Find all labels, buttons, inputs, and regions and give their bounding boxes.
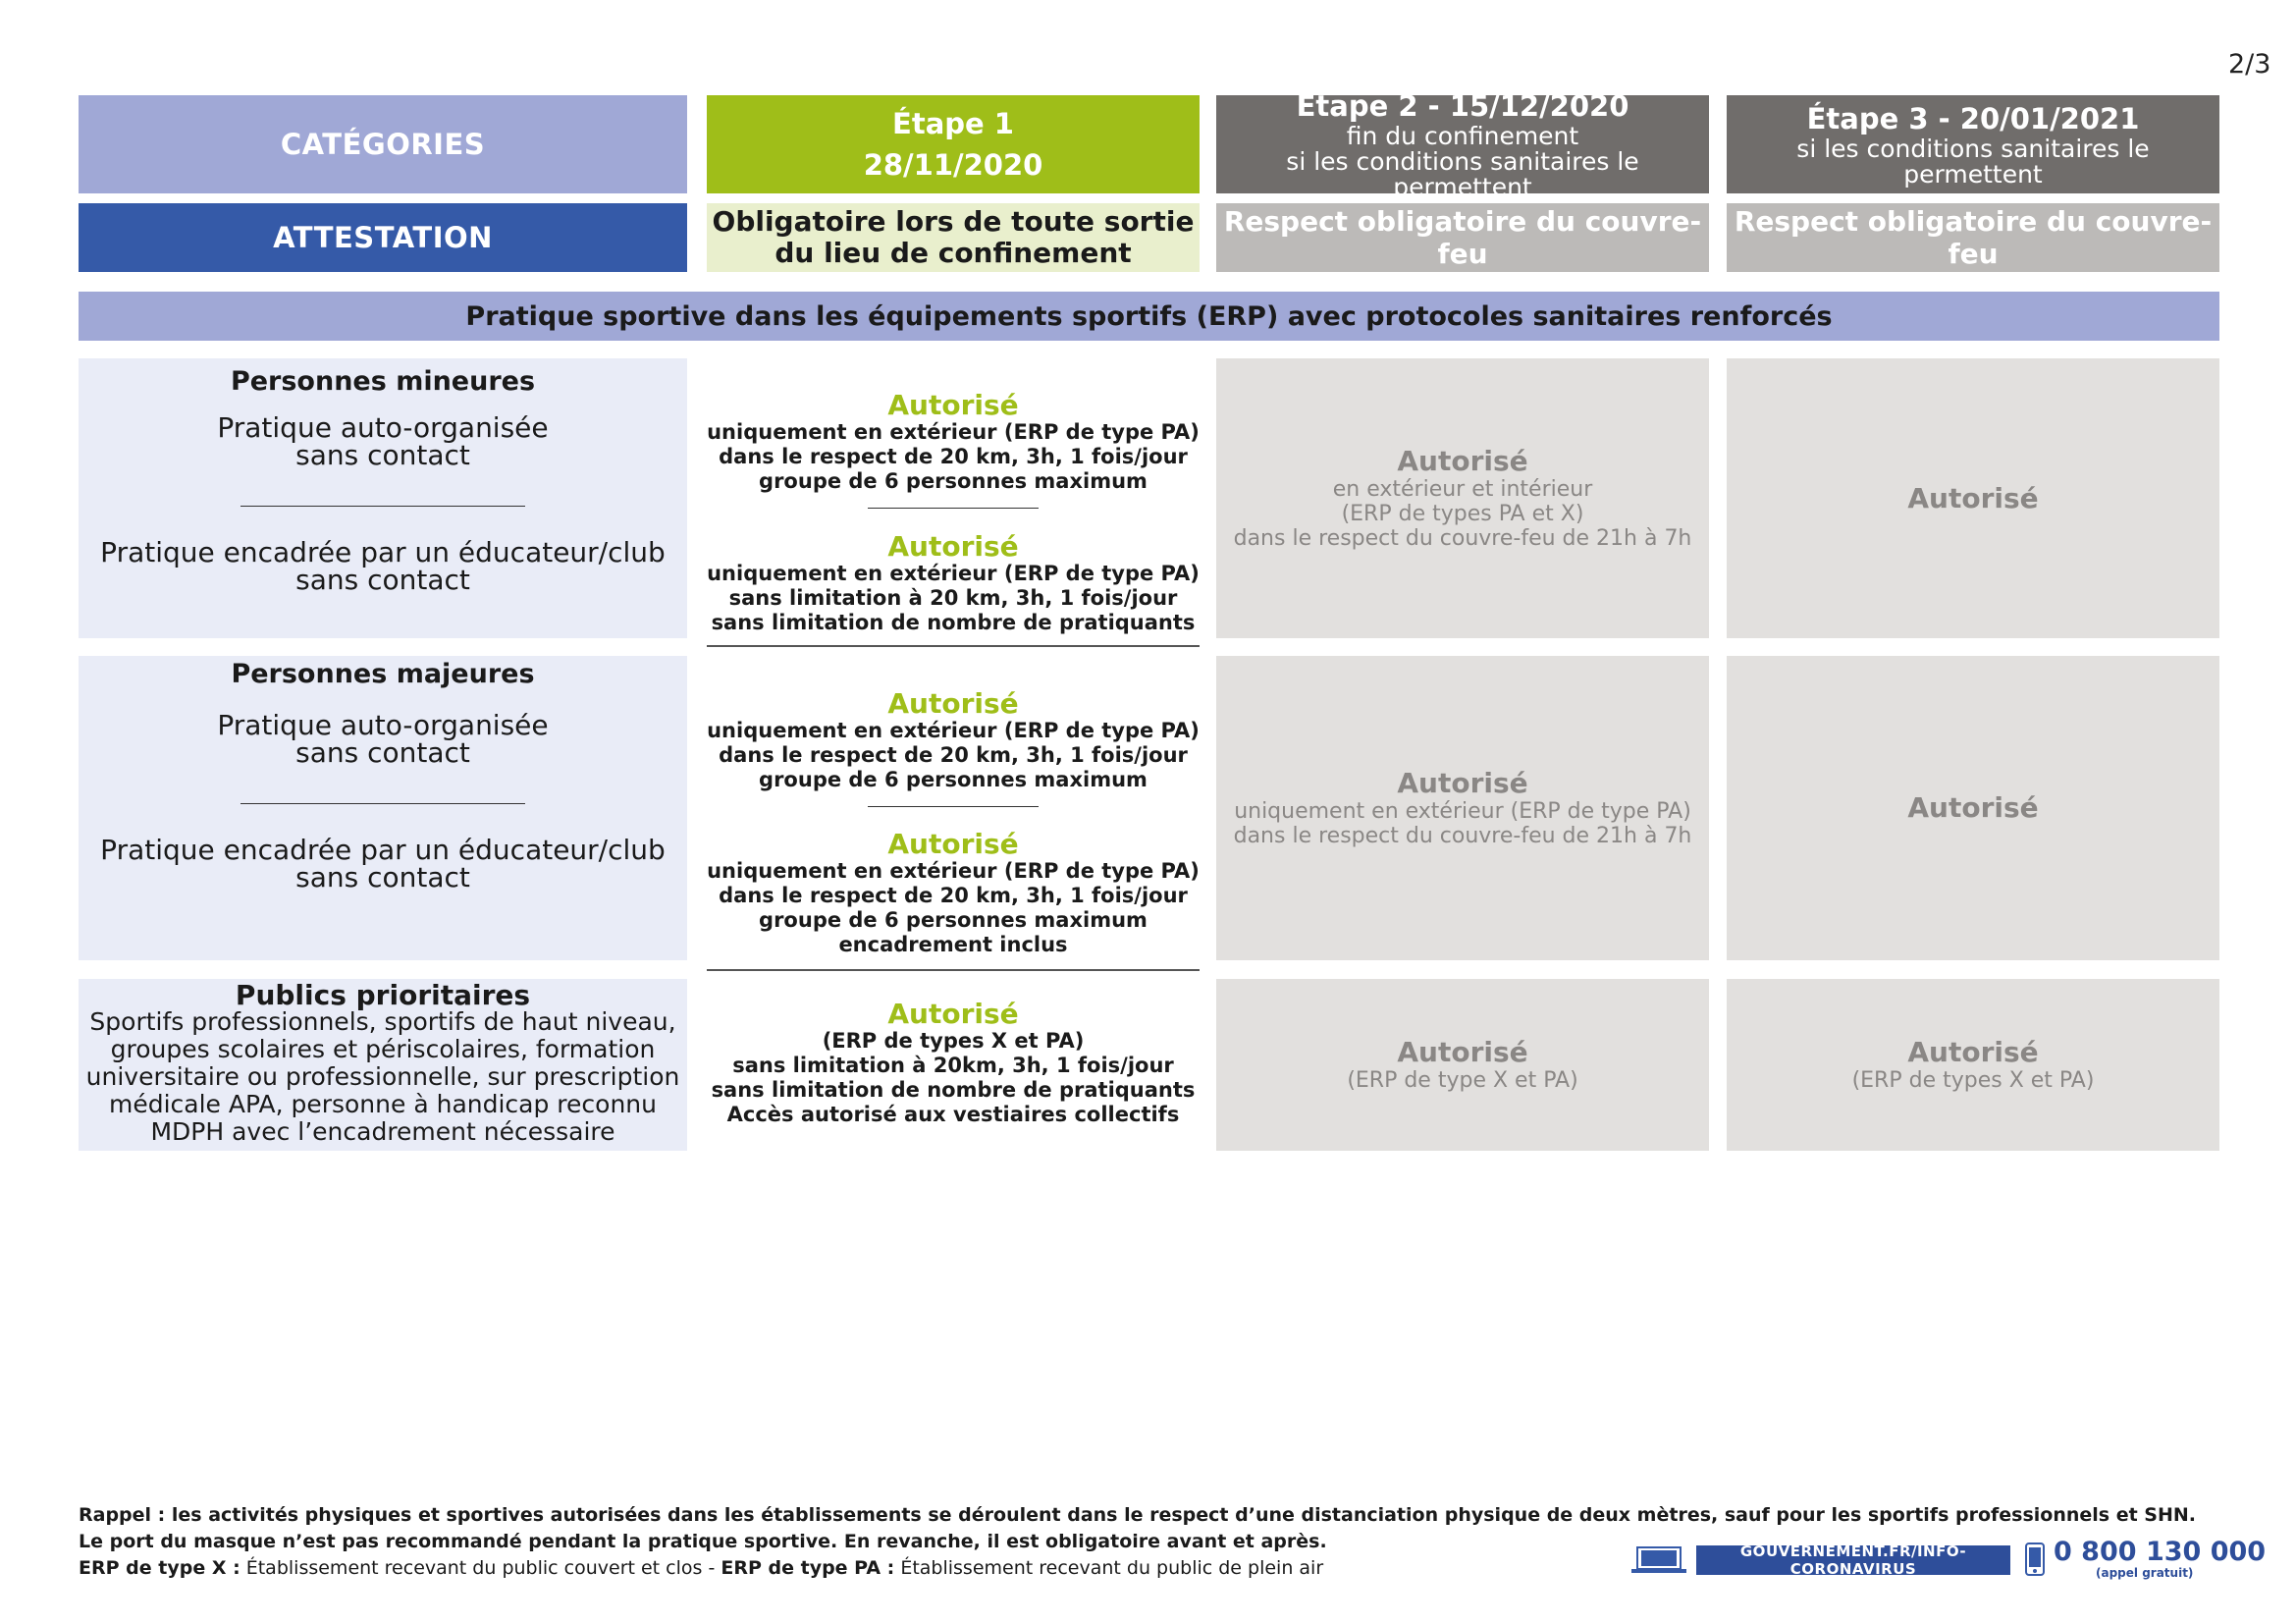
- attestation-etape2: [1216, 203, 1709, 272]
- category-item-line: Pratique auto-organisée: [217, 709, 549, 741]
- etape3-title: Étape 3 - 20/01/2021: [1806, 102, 2140, 135]
- rule-status: Autorisé: [1397, 1036, 1528, 1068]
- category-item-auto: [79, 411, 687, 471]
- etape2-cell-prioritaires: [1216, 979, 1709, 1151]
- category-desc-line: médicale APA, personne à handicap reconnu: [109, 1090, 657, 1118]
- rule-line: uniquement en extérieur (ERP de type PA): [707, 719, 1200, 742]
- rule-line: encadrement inclus: [838, 933, 1068, 956]
- category-cell-majeurs: [79, 656, 687, 960]
- attestation-etape1-line1: Obligatoire lors de toute sortie: [712, 205, 1195, 238]
- category-item-line: sans contact: [295, 564, 470, 596]
- header-etape1: [707, 95, 1200, 193]
- rule-line: uniquement en extérieur (ERP de type PA): [1234, 799, 1691, 824]
- category-title: Personnes mineures: [230, 366, 536, 397]
- attestation-etape3: [1727, 203, 2219, 272]
- category-description: [79, 1008, 687, 1146]
- attestation-label-text: ATTESTATION: [273, 221, 493, 254]
- etape1-rule-mineurs-auto: [707, 391, 1200, 494]
- rule-divider: [868, 806, 1039, 807]
- gov-info-link-text: GOUVERNEMENT.FR/INFO-CORONAVIRUS: [1739, 1543, 1967, 1578]
- footer-note-bold: ERP de type X :: [79, 1557, 240, 1579]
- rule-line: sans limitation de nombre de pratiquants: [711, 1078, 1196, 1102]
- footer-note-text: Établissement recevant du public de plein air: [894, 1557, 1324, 1579]
- footer-note-bold: ERP de type PA :: [721, 1557, 895, 1579]
- section-banner: [79, 292, 2219, 341]
- category-divider: [240, 803, 525, 804]
- category-divider: [240, 506, 525, 507]
- category-item-line: Pratique encadrée par un éducateur/club: [100, 536, 666, 568]
- etape2-cell-mineurs: [1216, 358, 1709, 638]
- etape1-rule-majeurs-encadree: [707, 830, 1200, 957]
- rule-status: Autorisé: [1397, 767, 1528, 799]
- footer-note-rappel: [79, 1502, 2197, 1529]
- rule-line: sans limitation à 20 km, 3h, 1 fois/jour: [728, 586, 1178, 610]
- phone-icon: [2024, 1542, 2046, 1577]
- category-item-auto: [79, 709, 687, 769]
- attestation-etape3-text: Respect obligatoire du couvre-feu: [1734, 205, 2213, 270]
- etape1-rule-mineurs-encadree: [707, 532, 1200, 635]
- category-item-encadree: [79, 834, 687, 893]
- footer-note-text: les activités physiques et sportives autorisées dans les établissements se déroulent dans le respect d’une distanciation physique de deux mètres, sauf pour les sportifs professionnels et SHN.: [165, 1504, 2197, 1526]
- category-desc-line: MDPH avec l’encadrement nécessaire: [150, 1117, 615, 1146]
- rule-line: dans le respect de 20 km, 3h, 1 fois/jour: [719, 445, 1188, 468]
- phone-note: (appel gratuit): [2096, 1566, 2194, 1580]
- rule-line: groupe de 6 personnes maximum: [759, 908, 1148, 932]
- rule-status: Autorisé: [1907, 481, 2039, 514]
- rule-line: dans le respect de 20 km, 3h, 1 fois/jour: [719, 743, 1188, 767]
- section-banner-text: Pratique sportive dans les équipements sportifs (ERP) avec protocoles sanitaires renforcés: [465, 300, 1833, 332]
- rule-line: (ERP de types X et PA): [1851, 1068, 2095, 1093]
- attestation-etape1-line2: du lieu de confinement: [774, 237, 1132, 269]
- rule-status: Autorisé: [887, 687, 1019, 720]
- etape2-sub2: si les conditions sanitaires le permettent: [1286, 147, 1639, 201]
- header-etape2: [1216, 89, 1709, 201]
- etape1-date: 28/11/2020: [863, 148, 1043, 182]
- category-item-line: Pratique auto-organisée: [217, 411, 549, 444]
- category-item-encadree: [79, 536, 687, 596]
- gov-info-link[interactable]: [1696, 1543, 2010, 1578]
- rule-status: Autorisé: [1397, 445, 1528, 477]
- category-desc-line: groupes scolaires et périscolaires, formation: [110, 1035, 656, 1063]
- header-categories: [79, 95, 687, 193]
- attestation-etape1: [707, 203, 1200, 272]
- attestation-label: [79, 203, 687, 272]
- etape3-cell-mineurs: [1727, 358, 2219, 638]
- rule-status: Autorisé: [887, 530, 1019, 563]
- footer-note-masque: [79, 1529, 1669, 1555]
- rule-line: en extérieur et intérieur: [1332, 477, 1593, 502]
- category-title: Publics prioritaires: [235, 979, 531, 1011]
- rule-line: (ERP de types X et PA): [822, 1029, 1085, 1053]
- category-item-line: sans contact: [295, 439, 470, 471]
- category-cell-prioritaires: [79, 979, 687, 1151]
- rule-status: Autorisé: [1907, 791, 2039, 824]
- category-desc-line: universitaire ou professionnelle, sur prescription: [85, 1062, 680, 1091]
- rule-line: sans limitation à 20km, 3h, 1 fois/jour: [732, 1054, 1174, 1077]
- etape2-title: Étape 2 - 15/12/2020: [1296, 89, 1629, 123]
- category-cell-mineurs: [79, 358, 687, 638]
- attestation-etape2-text: Respect obligatoire du couvre-feu: [1223, 205, 1702, 270]
- rule-status: Autorisé: [1907, 1036, 2039, 1068]
- header-etape3: [1727, 95, 2219, 193]
- rule-line: uniquement en extérieur (ERP de type PA): [707, 420, 1200, 444]
- category-desc-line: Sportifs professionnels, sportifs de haut niveau,: [89, 1007, 676, 1036]
- etape1-rule-prioritaires: [707, 1000, 1200, 1127]
- etape3-cell-prioritaires: [1727, 979, 2219, 1151]
- rule-divider: [868, 508, 1039, 509]
- rule-status: Autorisé: [887, 389, 1019, 421]
- header-categories-label: CATÉGORIES: [280, 128, 486, 161]
- row-bottom-rule: [707, 645, 1200, 647]
- etape1-title: Étape 1: [892, 107, 1014, 140]
- rule-line: sans limitation de nombre de pratiquants: [711, 611, 1196, 634]
- rule-line: (ERP de types PA et X): [1341, 502, 1584, 526]
- rule-status: Autorisé: [887, 998, 1019, 1030]
- etape2-cell-majeurs: [1216, 656, 1709, 960]
- row-bottom-rule: [707, 969, 1200, 971]
- footer-note-text: Établissement recevant du public couvert et clos -: [240, 1557, 721, 1579]
- rule-line: (ERP de type X et PA): [1347, 1068, 1578, 1093]
- page-number: 2/3: [2228, 49, 2271, 80]
- category-title: Personnes majeures: [231, 659, 535, 689]
- rule-line: uniquement en extérieur (ERP de type PA): [707, 859, 1200, 883]
- category-item-line: sans contact: [295, 736, 470, 769]
- rule-line: Accès autorisé aux vestiaires collectifs: [726, 1103, 1180, 1126]
- rule-line: dans le respect de 20 km, 3h, 1 fois/jour: [719, 884, 1188, 907]
- footer-note-bold: Rappel :: [79, 1504, 166, 1526]
- footer-note-erp: [79, 1555, 1669, 1582]
- rule-line: groupe de 6 personnes maximum: [759, 768, 1148, 791]
- etape2-sub1: fin du confinement: [1346, 122, 1579, 150]
- category-item-line: Pratique encadrée par un éducateur/club: [100, 834, 666, 866]
- rule-line: groupe de 6 personnes maximum: [759, 469, 1148, 493]
- category-item-line: sans contact: [295, 861, 470, 893]
- etape1-rule-majeurs-auto: [707, 689, 1200, 792]
- rule-line: dans le respect du couvre-feu de 21h à 7h: [1233, 824, 1692, 848]
- footer-note-text: Le port du masque n’est pas recommandé pendant la pratique sportive. En revanche, il est obligatoire avant et après.: [79, 1531, 1327, 1552]
- rule-line: dans le respect du couvre-feu de 21h à 7h: [1233, 526, 1692, 551]
- rule-line: uniquement en extérieur (ERP de type PA): [707, 562, 1200, 585]
- etape3-sub1: si les conditions sanitaires le permettent: [1796, 135, 2150, 189]
- etape3-cell-majeurs: [1727, 656, 2219, 960]
- rule-status: Autorisé: [887, 828, 1019, 860]
- phone-number[interactable]: 0 800 130 000: [2054, 1537, 2267, 1567]
- laptop-icon: [1629, 1545, 1688, 1575]
